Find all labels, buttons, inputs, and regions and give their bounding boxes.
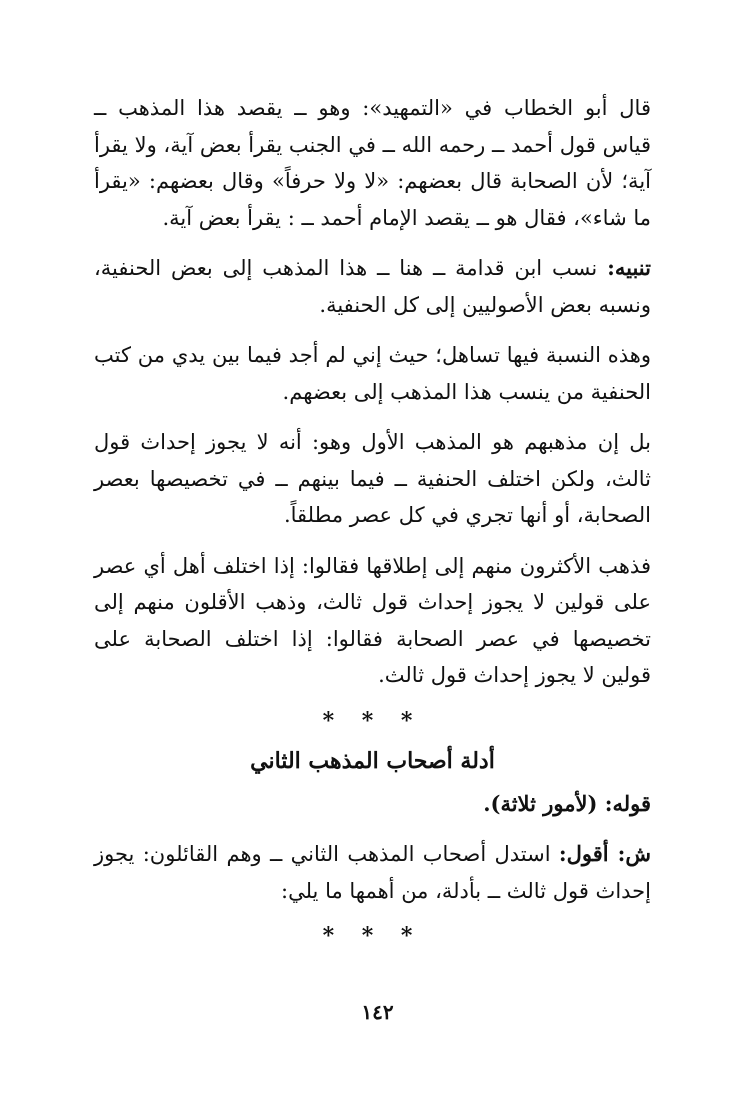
paragraph-note: [94, 250, 651, 323]
paragraph-body: نسب ابن قدامة ــ هنا ــ هذا المذهب إلى بعض الحنفية، ونسبه بعض الأصوليين إلى كل الحنفية.: [94, 256, 651, 317]
commentary-body: استدل أصحاب المذهب الثاني ــ وهم القائلون: يجوز إحداث قول ثالث ــ بأدلة، من أهمها ما يلي:: [94, 842, 651, 903]
quote-body: (لأمور ثلاثة).: [483, 790, 605, 816]
paragraph-body: قال أبو الخطاب في «التمهيد»: وهو ــ يقصد هذا المذهب ــ قياس قول أحمد ــ رحمه الله ــ في الجنب يقرأ بعض آية، ولا يقرأ آية؛ لأن الصحابة قال بعضهم: «لا ولا حرفاً» وقال بعضهم: «يقرأ ما شاء»، فقال هو ــ يقصد الإمام أحمد ــ : يقرأ بعض آية.: [94, 96, 651, 230]
quoted-text: [94, 786, 651, 823]
commentary-prefix: ش:: [617, 841, 652, 866]
commentary-paragraph: [94, 836, 651, 909]
section-separator: * * *: [322, 707, 423, 734]
paragraph-abu-al-khattab: [94, 90, 651, 236]
paragraph-attribution: [94, 337, 651, 410]
paragraph-body: فذهب الأكثرون منهم إلى إطلاقها فقالوا: إذا اختلف أهل أي عصر على قولين لا يجوز إحداث قول ثالث، وذهب الأقلون منهم إلى تخصيصها في عصر الصحابة فقالوا: إذا اختلف الصحابة على قولين لا يجوز إحداث قول ثالث.: [94, 553, 651, 687]
paragraph-hanafi-view: [94, 424, 651, 534]
paragraph-body: وهذه النسبة فيها تساهل؛ حيث إني لم أجد فيما بين يدي من كتب الحنفية من ينسب هذا المذهب إلى بعضهم.: [94, 343, 651, 404]
commentary-lead: أقول:: [558, 841, 618, 866]
section-heading: أدلة أصحاب المذهب الثاني: [250, 747, 495, 774]
end-separator: * * *: [322, 923, 423, 949]
paragraph-majority-view: [94, 548, 651, 694]
page-number: ١٤٢: [361, 1000, 394, 1024]
paragraph-body: بل إن مذهبهم هو المذهب الأول وهو: أنه لا يجوز إحداث قول ثالث، ولكن اختلف الحنفية ــ فيما بينهم ــ في تخصيصها بعصر الصحابة، أو أنها تجري في كل عصر مطلقاً.: [94, 430, 651, 527]
note-label: تنبيه:: [607, 255, 651, 280]
quote-lead: قوله:: [604, 790, 651, 816]
